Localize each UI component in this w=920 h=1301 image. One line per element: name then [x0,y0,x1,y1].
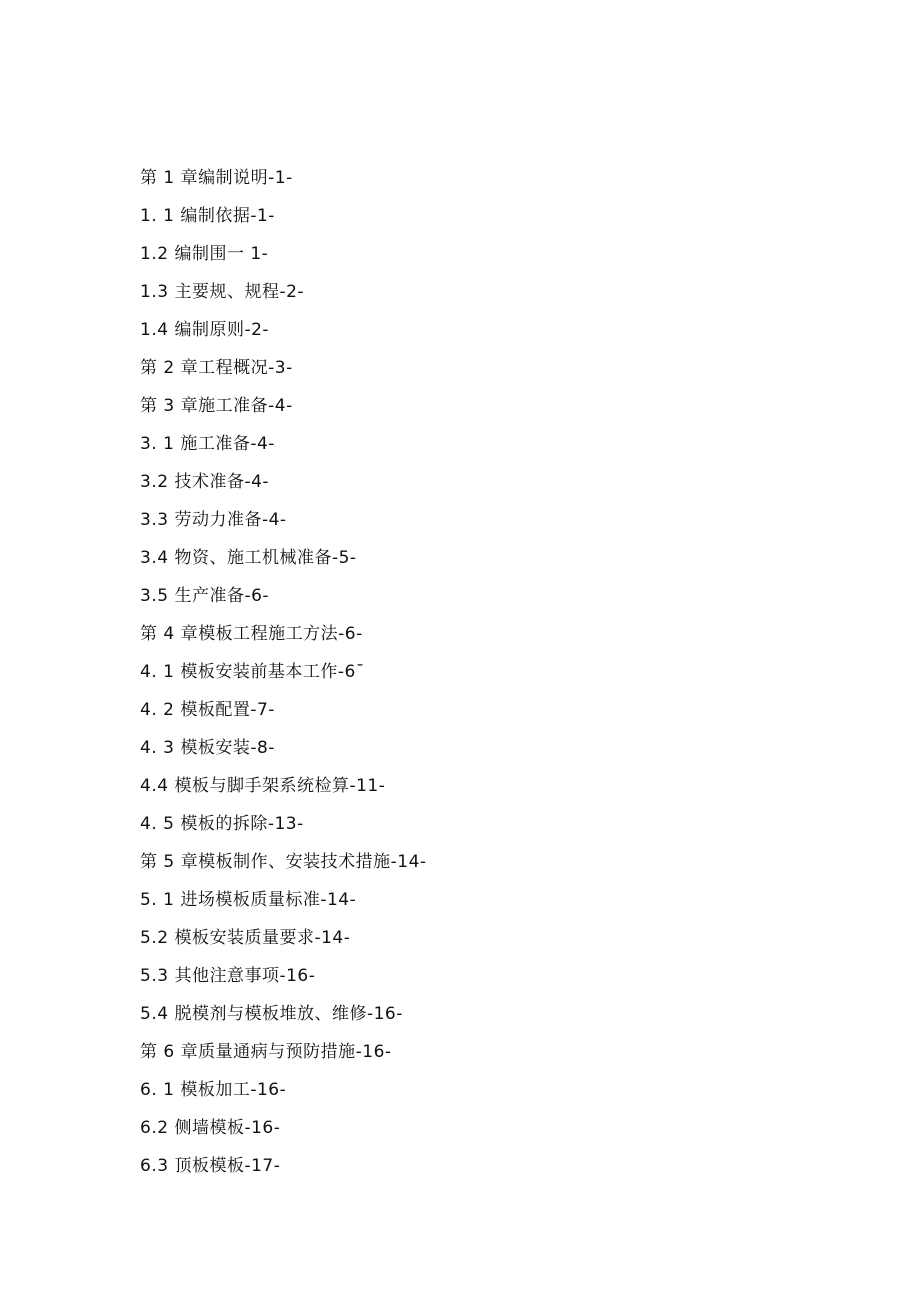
toc-entry-3-1: 3. 1 施工准备-4- [140,434,275,454]
toc-entry-1-2: 1.2 编制围一 1- [140,244,269,264]
toc-entry-4-3: 4. 3 模板安装-8- [140,738,275,758]
toc-entry-3-5: 3.5 生产准备-6- [140,586,270,606]
toc-entry-4-2: 4. 2 模板配置-7- [140,700,275,720]
toc-entry-5-2: 5.2 模板安装质量要求-14- [140,928,351,948]
toc-entry-3-2: 3.2 技术准备-4- [140,472,270,492]
toc-entry-4-5: 4. 5 模板的拆除-13- [140,814,304,834]
toc-entry-chapter-6: 第 6 章质量通病与预防措施-16- [140,1042,392,1062]
toc-entry-5-4: 5.4 脱模剂与模板堆放、维修-16- [140,1004,403,1024]
toc-entry-1-4: 1.4 编制原则-2- [140,320,270,340]
toc-entry-5-3: 5.3 其他注意事项-16- [140,966,316,986]
toc-entry-chapter-5: 第 5 章模板制作、安装技术措施-14- [140,852,427,872]
toc-entry-4-1: 4. 1 模板安装前基本工作-6¯ [140,662,365,682]
toc-entry-4-4: 4.4 模板与脚手架系统检算-11- [140,776,386,796]
toc-entry-6-1: 6. 1 模板加工-16- [140,1080,287,1100]
toc-entry-chapter-1: 第 1 章编制说明-1- [140,168,293,188]
toc-entry-3-3: 3.3 劳动力准备-4- [140,510,287,530]
toc-entry-6-2: 6.2 侧墙模板-16- [140,1118,281,1138]
toc-entry-1-1: 1. 1 编制依据-1- [140,206,275,226]
toc-entry-1-3: 1.3 主要规、规程-2- [140,282,305,302]
toc-entry-6-3: 6.3 顶板模板-17- [140,1156,281,1176]
table-of-contents [140,165,840,1191]
toc-entry-3-4: 3.4 物资、施工机械准备-5- [140,548,357,568]
toc-entry-chapter-2: 第 2 章工程概况-3- [140,358,293,378]
toc-entry-5-1: 5. 1 进场模板质量标准-14- [140,890,357,910]
toc-entry-chapter-3: 第 3 章施工准备-4- [140,396,293,416]
toc-entry-chapter-4: 第 4 章模板工程施工方法-6- [140,624,363,644]
